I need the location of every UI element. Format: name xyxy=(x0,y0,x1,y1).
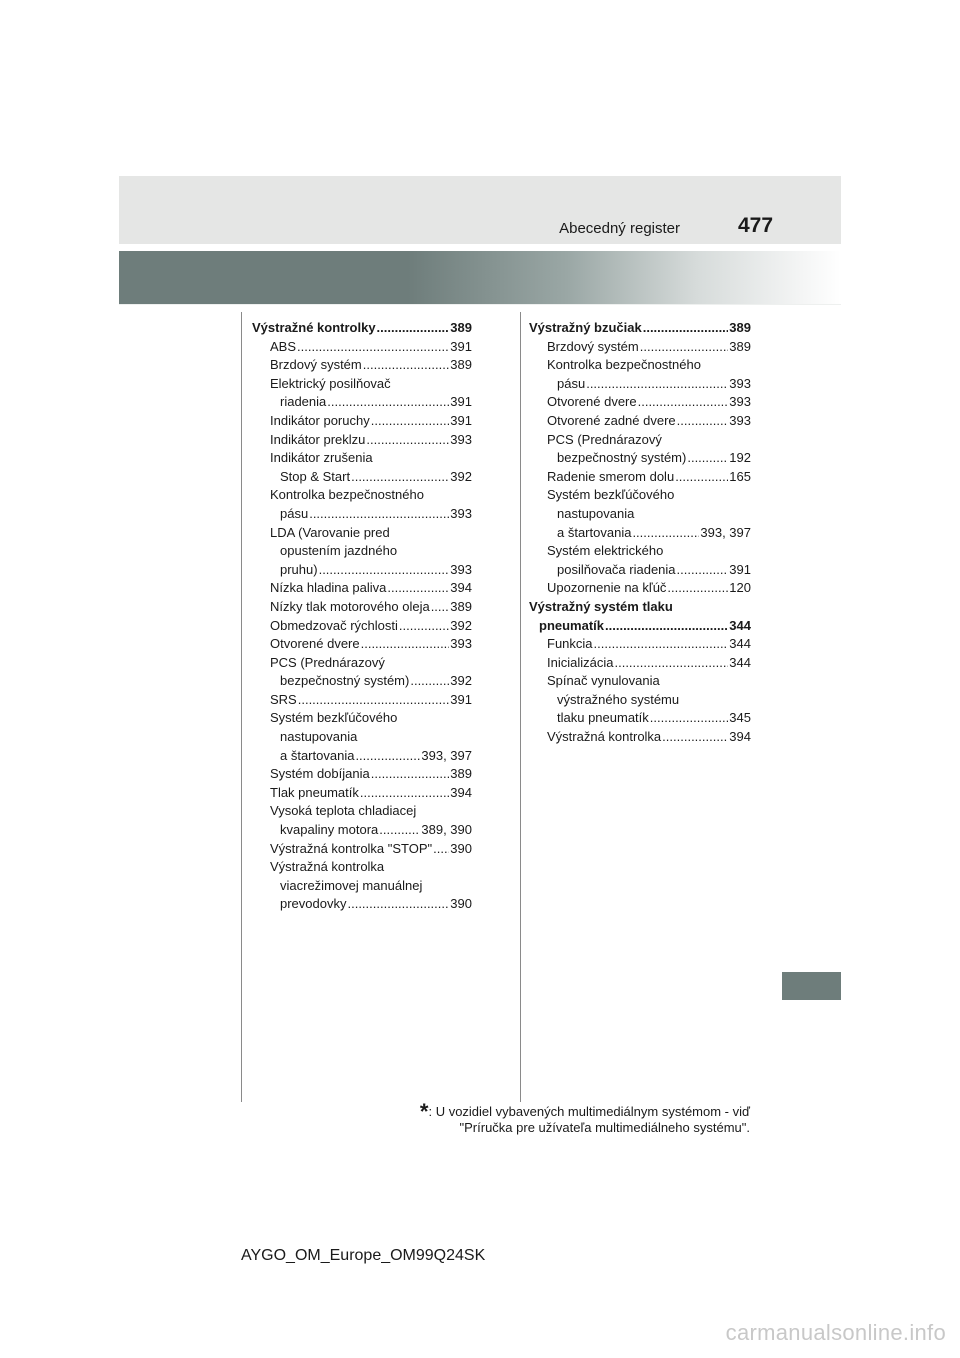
index-entry-page[interactable]: 165 xyxy=(729,468,751,484)
index-entry-text: Otvorené dvere xyxy=(270,636,360,652)
index-entry-text: pásu xyxy=(557,375,586,391)
leader-dots xyxy=(387,579,449,598)
index-entry-text: prevodovky xyxy=(280,896,347,912)
leader-dots xyxy=(371,412,450,431)
index-entry-page[interactable]: 394 xyxy=(450,784,472,800)
header-rule xyxy=(119,304,841,305)
index-entry xyxy=(252,672,472,691)
index-entry-text: Nízka hladina paliva xyxy=(270,580,387,596)
leader-dots xyxy=(667,579,728,598)
index-entry-text: Obmedzovač rýchlosti xyxy=(270,617,398,633)
index-entry xyxy=(252,802,472,821)
index-entry-text: viacrežimovej manuálnej xyxy=(280,877,423,893)
leader-dots xyxy=(371,765,450,784)
leader-dots xyxy=(433,840,449,859)
index-entry-text: Vysoká teplota chladiacej xyxy=(270,803,417,819)
footnote-marker: * xyxy=(419,1099,429,1124)
index-entry xyxy=(252,635,472,654)
leader-dots xyxy=(363,356,450,375)
index-entry xyxy=(252,486,472,505)
index-entry-text: Systém dobíjania xyxy=(270,766,370,782)
index-entry xyxy=(252,691,472,710)
index-entry-page[interactable]: 389 xyxy=(450,357,472,373)
index-entry xyxy=(252,895,472,914)
leader-dots xyxy=(431,598,450,617)
leader-dots xyxy=(319,561,450,580)
leader-dots xyxy=(594,635,729,654)
leader-dots xyxy=(379,821,420,840)
index-entry xyxy=(529,356,751,375)
index-entry-text: SRS xyxy=(270,691,297,707)
index-entry xyxy=(529,449,751,468)
index-entry xyxy=(252,468,472,487)
index-entry-text: tlaku pneumatík xyxy=(557,710,649,726)
index-entry-page[interactable]: 393 xyxy=(450,636,472,652)
leader-dots xyxy=(309,505,449,524)
index-entry-text: Výstražná kontrolka "STOP" xyxy=(270,840,433,856)
leader-dots xyxy=(662,728,728,747)
index-entry xyxy=(529,579,751,598)
index-entry-page[interactable]: 344 xyxy=(729,617,751,633)
leader-dots xyxy=(675,468,728,487)
index-entry-text: bezpečnostný systém) xyxy=(557,450,687,466)
index-entry xyxy=(252,840,472,859)
index-entry-page[interactable]: 393 xyxy=(450,505,472,521)
index-entry-page[interactable]: 390 xyxy=(450,840,472,856)
index-entry-text: Elektrický posilňovač xyxy=(270,375,391,391)
index-entry-text: Systém bezkľúčového xyxy=(270,710,398,726)
index-entry-page[interactable]: 344 xyxy=(729,636,751,652)
leader-dots xyxy=(643,319,729,338)
index-entry-text: Kontrolka bezpečnostného xyxy=(547,357,701,373)
index-entry-page[interactable]: 393, 397 xyxy=(700,524,751,540)
leader-dots xyxy=(360,784,449,803)
index-entry-text: pruhu) xyxy=(280,561,318,577)
index-column-left xyxy=(252,319,472,914)
leader-dots xyxy=(377,319,450,338)
index-entry xyxy=(529,375,751,394)
index-entry xyxy=(529,561,751,580)
index-entry-page[interactable]: 344 xyxy=(729,654,751,670)
index-entry xyxy=(252,542,472,561)
watermark: carmanualsonline.info xyxy=(725,1320,946,1345)
index-entry xyxy=(252,784,472,803)
index-entry-page[interactable]: 393 xyxy=(729,412,751,428)
index-entry xyxy=(529,505,751,524)
index-entry-text: Stop & Start xyxy=(280,468,351,484)
index-entry-text: Výstražná kontrolka xyxy=(547,729,662,745)
index-entry-page[interactable]: 389 xyxy=(450,598,472,614)
index-entry xyxy=(252,858,472,877)
index-entry xyxy=(529,393,751,412)
index-entry xyxy=(529,691,751,710)
index-entry xyxy=(252,617,472,636)
leader-dots xyxy=(632,524,699,543)
index-entry-page[interactable]: 392 xyxy=(450,673,472,689)
leader-dots xyxy=(298,691,450,710)
leader-dots xyxy=(399,617,449,636)
leader-dots xyxy=(605,617,728,636)
leader-dots xyxy=(355,747,420,766)
index-entry xyxy=(252,338,472,357)
index-entry-text: Inicializácia xyxy=(547,654,614,670)
index-entry xyxy=(252,505,472,524)
index-entry xyxy=(252,356,472,375)
index-entry xyxy=(529,709,751,728)
leader-dots xyxy=(677,561,729,580)
index-entry xyxy=(529,338,751,357)
index-entry-text: Kontrolka bezpečnostného xyxy=(270,487,424,503)
index-entry-text: pneumatík xyxy=(539,617,605,633)
index-entry-page[interactable]: 391 xyxy=(450,412,472,428)
footnote xyxy=(419,1099,750,1136)
leader-dots xyxy=(347,895,449,914)
index-entry-text: Brzdový systém xyxy=(547,338,639,354)
footnote-line-2: "Príručka pre užívateľa multimediálneho systému". xyxy=(459,1120,750,1135)
index-entry-page[interactable]: 393, 397 xyxy=(421,747,472,763)
index-entry-text: PCS (Prednárazový xyxy=(270,654,385,670)
leader-dots xyxy=(297,338,449,357)
index-entry xyxy=(252,709,472,728)
index-entry xyxy=(529,468,751,487)
index-entry-text: kvapaliny motora xyxy=(280,822,379,838)
index-entry-text: Systém bezkľúčového xyxy=(547,487,675,503)
header-band xyxy=(119,176,841,244)
index-entry-page[interactable]: 393 xyxy=(450,431,472,447)
leader-dots xyxy=(638,393,729,412)
leader-dots xyxy=(586,375,728,394)
index-entry-page[interactable]: 389, 390 xyxy=(421,822,472,838)
index-entry xyxy=(529,486,751,505)
index-entry xyxy=(529,524,751,543)
leader-dots xyxy=(351,468,449,487)
index-entry-text: Výstražná kontrolka xyxy=(270,859,385,875)
index-entry-text: LDA (Varovanie pred xyxy=(270,524,390,540)
index-entry-text: a štartovania xyxy=(280,747,355,763)
index-entry xyxy=(529,617,751,636)
chapter-side-tab xyxy=(782,972,841,1000)
index-entry-text: Výstražný systém tlaku xyxy=(529,598,673,614)
index-entry-text: Systém elektrického xyxy=(547,543,664,559)
index-entry xyxy=(529,654,751,673)
index-entry xyxy=(252,561,472,580)
column-divider-left xyxy=(241,312,242,1102)
index-entry xyxy=(252,654,472,673)
leader-dots xyxy=(327,393,449,412)
index-entry xyxy=(252,319,472,338)
index-entry xyxy=(252,449,472,468)
index-entry-text: Indikátor zrušenia xyxy=(270,450,373,466)
index-entry xyxy=(252,375,472,394)
index-entry xyxy=(252,579,472,598)
index-entry xyxy=(529,542,751,561)
index-entry-text: a štartovania xyxy=(557,524,632,540)
footnote-line-1: : U vozidiel vybavených multimediálnym systémom - viď xyxy=(428,1104,750,1119)
index-entry-page[interactable]: 393 xyxy=(729,394,751,410)
leader-dots xyxy=(410,672,449,691)
leader-dots xyxy=(687,449,728,468)
index-entry-text: výstražného systému xyxy=(557,691,680,707)
index-entry-page[interactable]: 392 xyxy=(450,468,472,484)
index-entry xyxy=(529,319,751,338)
column-divider-middle xyxy=(520,312,521,1102)
index-entry-text: Tlak pneumatík xyxy=(270,784,359,800)
index-entry-page[interactable]: 392 xyxy=(450,617,472,633)
index-entry-text: bezpečnostný systém) xyxy=(280,673,410,689)
index-entry-page[interactable]: 391 xyxy=(450,394,472,410)
document-code: AYGO_OM_Europe_OM99Q24SK xyxy=(241,1247,486,1264)
index-entry-text: Indikátor poruchy xyxy=(270,412,370,428)
index-entry-page[interactable]: 391 xyxy=(450,691,472,707)
index-entry-text: Otvorené dvere xyxy=(547,394,637,410)
index-entry xyxy=(252,765,472,784)
index-entry-page[interactable]: 391 xyxy=(729,561,751,577)
index-entry-text: Spínač vynulovania xyxy=(547,673,660,689)
index-entry xyxy=(252,412,472,431)
index-entry-page[interactable]: 389 xyxy=(729,320,751,335)
index-entry xyxy=(252,431,472,450)
index-entry-text: Indikátor preklzu xyxy=(270,431,366,447)
index-entry-text: pásu xyxy=(280,505,309,521)
index-entry-text: Výstražné kontrolky xyxy=(252,320,376,335)
index-entry-text: nastupovania xyxy=(280,729,358,745)
index-entry xyxy=(529,672,751,691)
section-title: Abecedný register xyxy=(559,220,680,237)
index-entry xyxy=(529,728,751,747)
index-entry xyxy=(252,728,472,747)
index-entry xyxy=(529,635,751,654)
index-entry xyxy=(252,747,472,766)
index-entry xyxy=(529,412,751,431)
index-entry-page[interactable]: 393 xyxy=(729,375,751,391)
index-entry-text: posilňovača riadenia xyxy=(557,561,676,577)
leader-dots xyxy=(677,412,729,431)
index-entry-text: riadenia xyxy=(280,394,327,410)
index-entry-page[interactable]: 192 xyxy=(729,450,751,466)
page-number: 477 xyxy=(738,214,774,237)
leader-dots xyxy=(366,431,449,450)
index-entry-page[interactable]: 391 xyxy=(450,338,472,354)
index-entry xyxy=(252,393,472,412)
index-entry xyxy=(529,431,751,450)
index-entry-text: Výstražný bzučiak xyxy=(529,320,642,335)
header-gradient-bar xyxy=(119,251,841,305)
index-entry-page[interactable]: 394 xyxy=(450,580,472,596)
leader-dots xyxy=(614,654,728,673)
index-column-right xyxy=(529,319,751,747)
index-entry-page[interactable]: 389 xyxy=(729,338,751,354)
leader-dots xyxy=(361,635,450,654)
index-entry-text: opustením jazdného xyxy=(280,543,398,559)
index-entry xyxy=(252,877,472,896)
index-entry-page[interactable]: 345 xyxy=(729,710,751,726)
index-entry-page[interactable]: 120 xyxy=(729,580,751,596)
index-entry xyxy=(252,524,472,543)
index-entry xyxy=(529,598,751,617)
index-entry-page[interactable]: 389 xyxy=(450,320,472,335)
leader-dots xyxy=(640,338,729,357)
index-entry-text: Brzdový systém xyxy=(270,357,362,373)
index-entry-page[interactable]: 390 xyxy=(450,896,472,912)
index-entry-text: nastupovania xyxy=(557,505,635,521)
index-entry-text: Funkcia xyxy=(547,636,593,652)
index-entry-text: Radenie smerom dolu xyxy=(547,468,675,484)
index-entry-text: PCS (Prednárazový xyxy=(547,431,662,447)
index-entry xyxy=(252,598,472,617)
index-entry-page[interactable]: 389 xyxy=(450,766,472,782)
index-entry-text: Upozornenie na kľúč xyxy=(547,580,667,596)
index-entry-text: Otvorené zadné dvere xyxy=(547,412,676,428)
index-entry xyxy=(252,821,472,840)
index-entry-page[interactable]: 393 xyxy=(450,561,472,577)
index-entry-text: Nízky tlak motorového oleja xyxy=(270,598,430,614)
index-entry-page[interactable]: 394 xyxy=(729,729,751,745)
leader-dots xyxy=(650,709,729,728)
index-entry-text: ABS xyxy=(270,338,297,354)
